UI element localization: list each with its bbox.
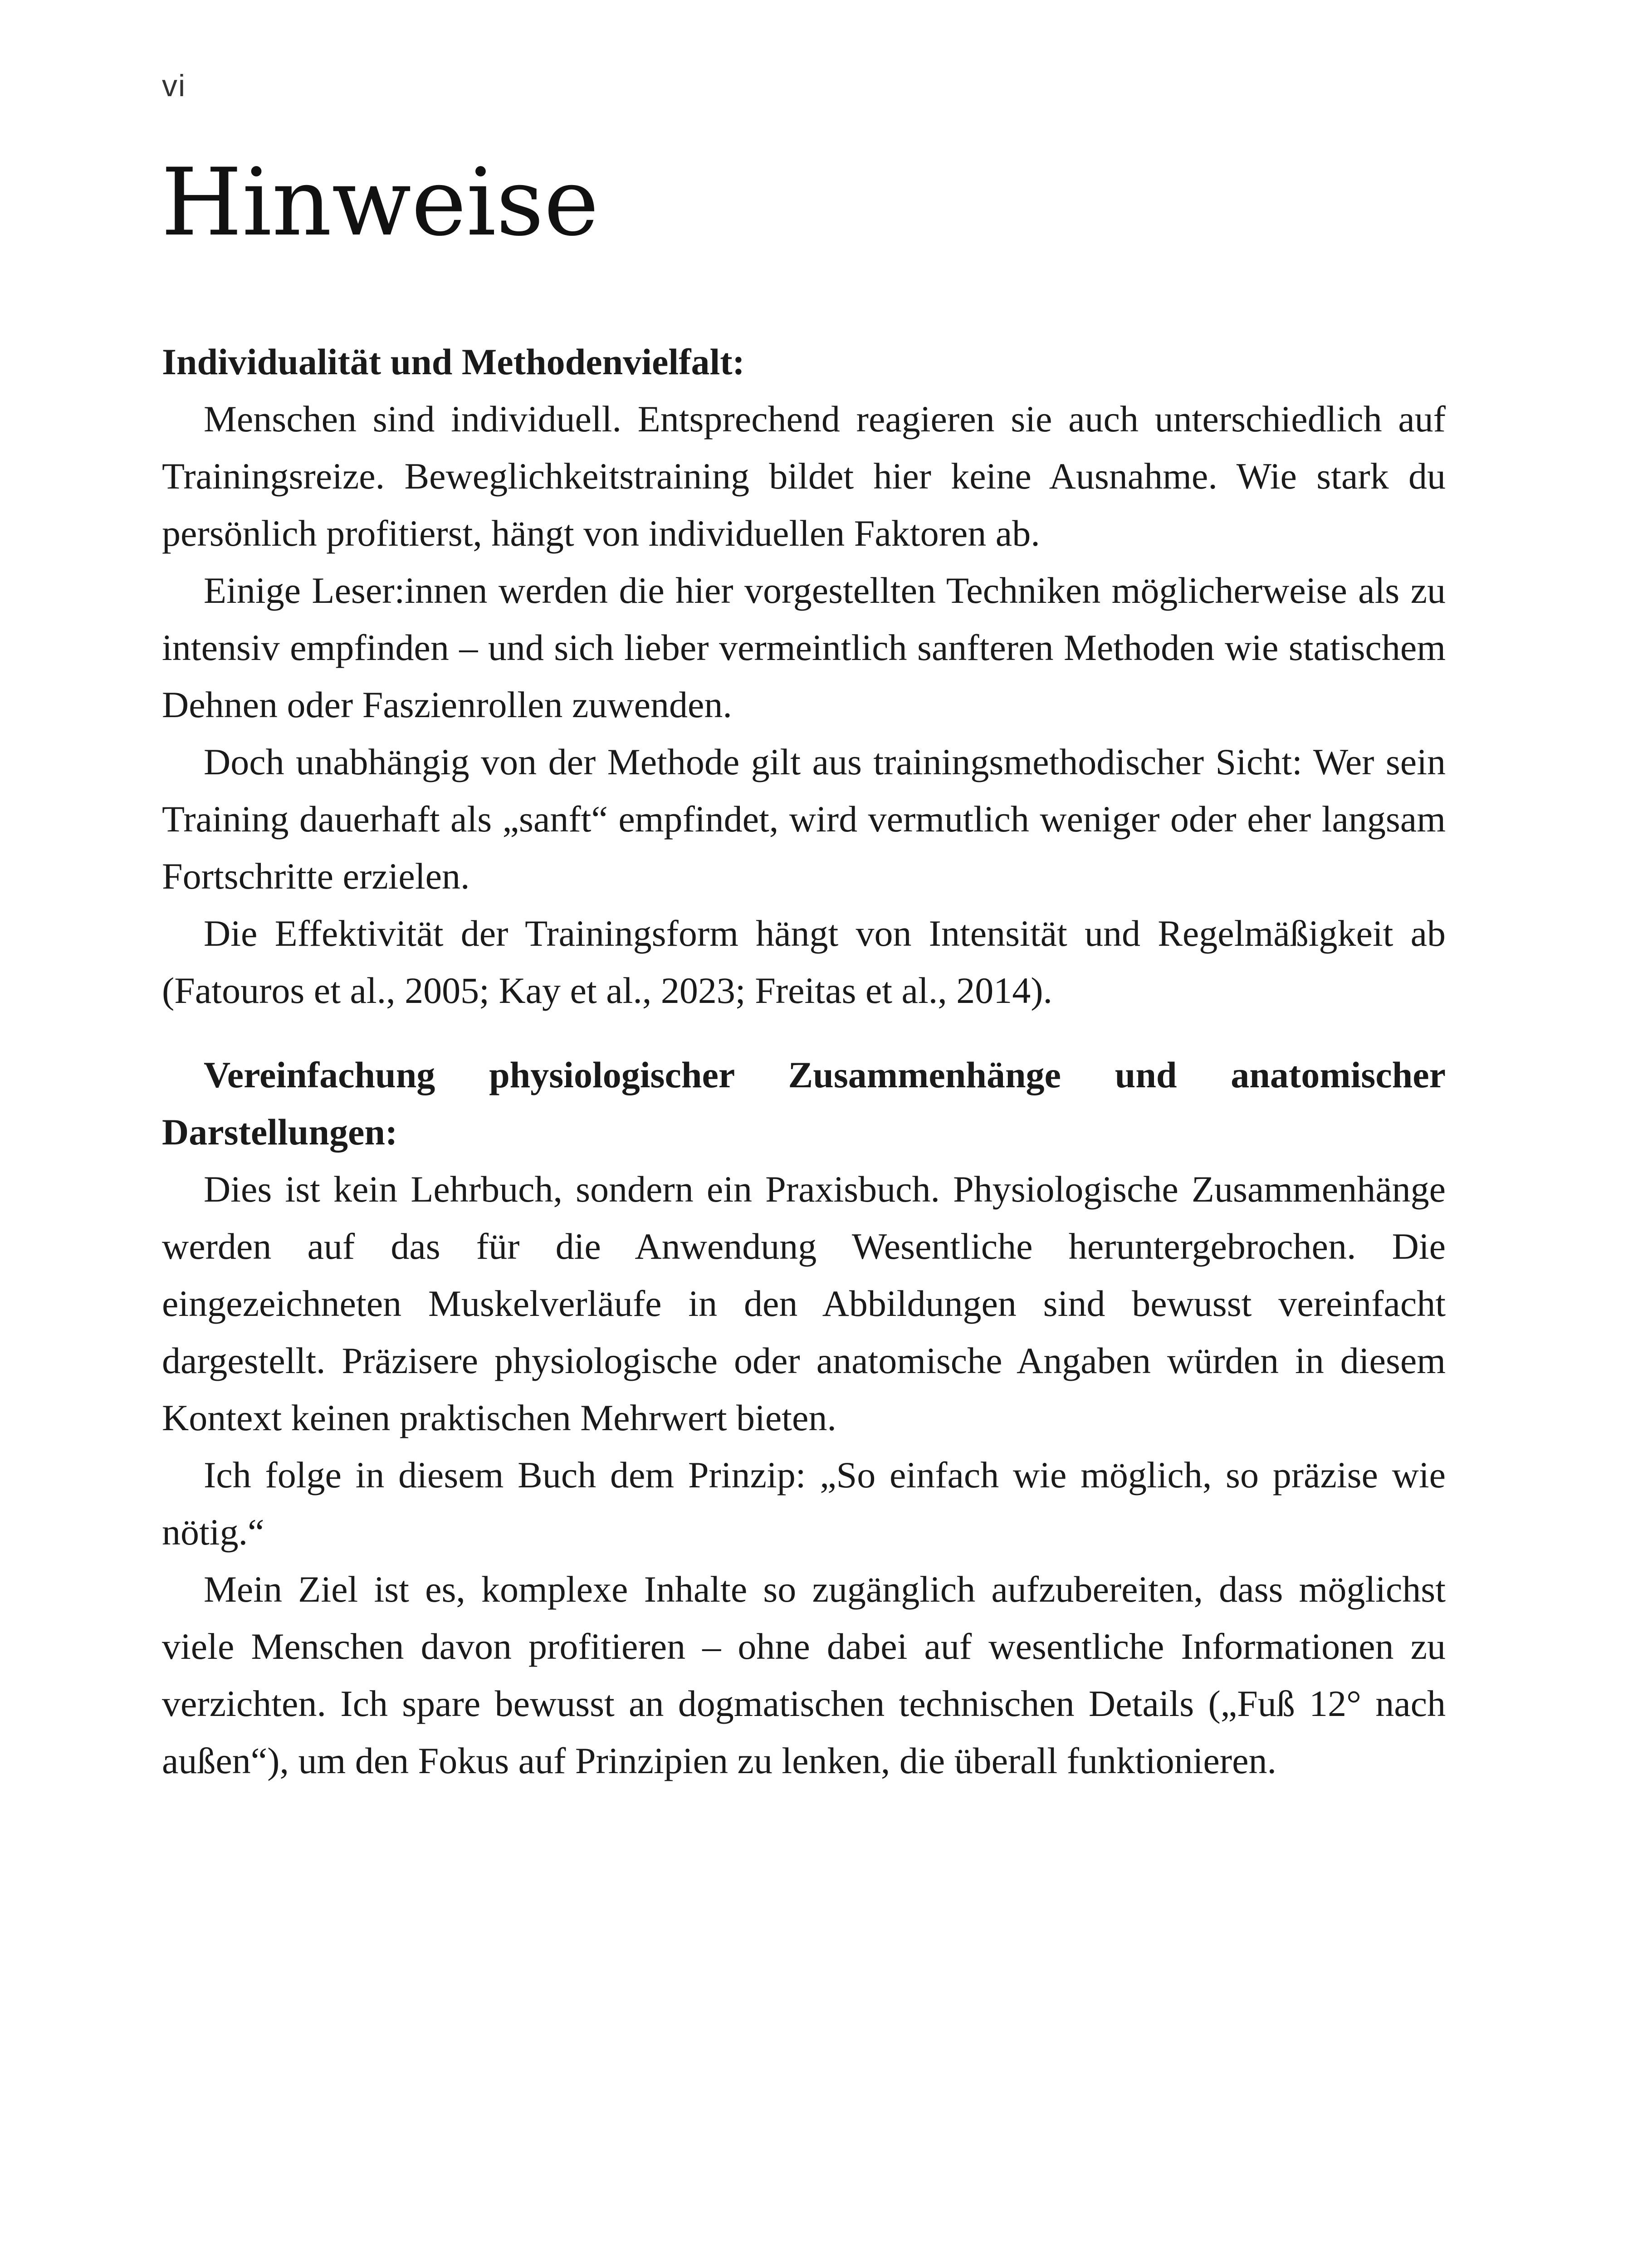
paragraph: Mein Ziel ist es, komplexe Inhalte so zugänglich aufzubereiten, dass möglichst viele Menschen davon profitieren – ohne dabei auf wesentliche Informationen zu verzichten. Ich spare bewusst an dogmatischen technischen Details („Fuß 12° nach außen“), um den Fokus auf Prinzipien zu lenken, die überall funktionieren. (162, 1569, 1446, 1781)
paragraph: Die Effektivität der Trainingsform hängt von Intensität und Regelmäßigkeit ab (Fatouros et al., 2005; Kay et al., 2023; Freitas et al., 2014). (162, 913, 1446, 1011)
section-heading: Individualität und Methodenvielfalt: (162, 341, 745, 382)
paragraph: Menschen sind individuell. Entsprechend reagieren sie auch unterschiedlich auf Trainingsreize. Beweglichkeitstraining bildet hier keine Ausnahme. Wie stark du persönlich profitierst, hängt von individuellen Faktoren ab. (162, 398, 1446, 554)
section-heading: Vereinfachung physiologischer Zusammenhänge und anatomischer Darstellungen: (162, 1054, 1446, 1153)
paragraph: Einige Leser:innen werden die hier vorgestellten Techniken möglicherweise als zu intensiv empfinden – und sich lieber vermeintlich sanfteren Methoden wie statischem Dehnen oder Faszienrollen zuwenden. (162, 570, 1446, 725)
section-individuality (162, 333, 1446, 1019)
page-number: vi (162, 68, 186, 103)
paragraph: Dies ist kein Lehrbuch, sondern ein Praxisbuch. Physiologische Zusammenhänge werden auf das für die Anwendung Wesentliche heruntergebrochen. Die eingezeichneten Muskelverläufe in den Abbildungen sind bewusst vereinfacht dargestellt. Präzisere physiologische oder anatomische Angaben würden in diesem Kontext keinen praktischen Mehrwert bieten. (162, 1168, 1446, 1438)
paragraph: Ich folge in diesem Buch dem Prinzip: „So einfach wie möglich, so präzise wie nötig.“ (162, 1454, 1446, 1553)
paragraph: Doch unabhängig von der Methode gilt aus trainingsmethodischer Sicht: Wer sein Training dauerhaft als „sanft“ empfindet, wird vermutlich weniger oder eher langsam Fortschritte erzielen. (162, 741, 1446, 897)
page-body (162, 333, 1446, 1789)
section-simplification (162, 1046, 1446, 1789)
page-title: Hinweise (161, 149, 599, 257)
section-spacer (162, 1019, 1446, 1046)
